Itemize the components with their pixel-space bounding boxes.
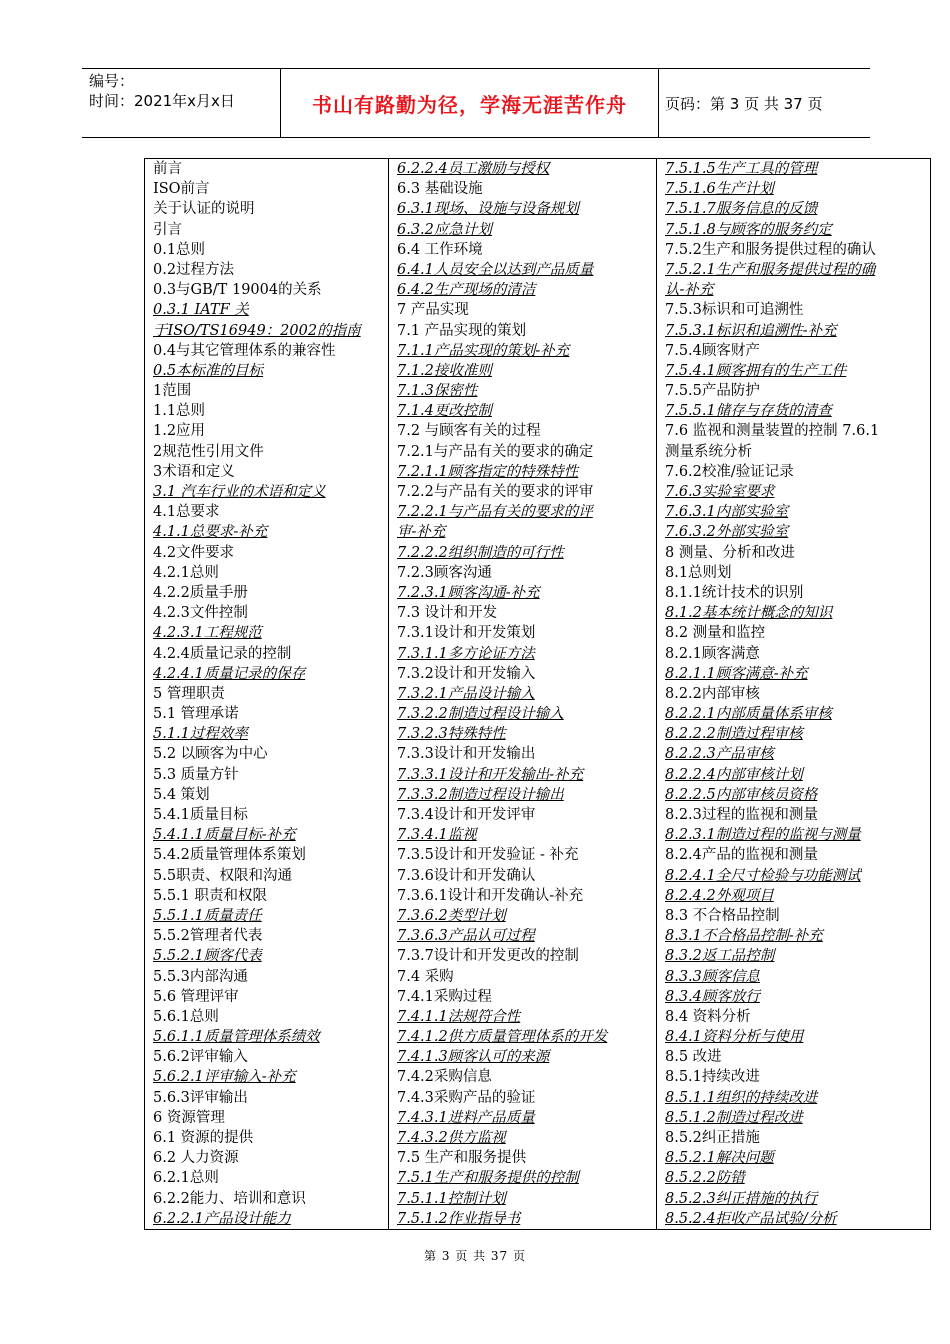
toc-link[interactable]: 8.2.1.1顾客满意-补充 — [665, 665, 808, 682]
toc-entry: 7.1 产品实现的策划 — [397, 322, 527, 339]
toc-link[interactable]: 8.2.2.4内部审核计划 — [665, 766, 803, 783]
toc-entry: 7.5.5产品防护 — [665, 383, 760, 400]
toc-column-1 — [145, 159, 389, 1229]
toc-link[interactable]: 7.4.3.2供方监视 — [397, 1130, 506, 1146]
toc-entry: 5.1 管理承诺 — [153, 706, 239, 723]
toc-entry: 7.3.1设计和开发策划 — [397, 625, 536, 642]
toc-link[interactable]: 6.4.2生产现场的清洁 — [397, 282, 536, 299]
toc-link[interactable]: 6.2.2.1产品设计能力 — [153, 1210, 291, 1227]
toc-link[interactable]: 7.5.3.1标识和追溯性-补充 — [665, 322, 837, 339]
toc-entry: 0.1总则 — [153, 241, 206, 258]
toc-entry: 5.6 管理评审 — [153, 988, 239, 1005]
toc-link[interactable]: 7.6.3.1内部实验室 — [665, 504, 789, 521]
toc-entry: 7.6 监视和测量装置的控制 7.6.1 — [665, 423, 880, 440]
toc-entry: 4.1总要求 — [153, 504, 220, 521]
toc-entry: 7.3 设计和开发 — [397, 605, 498, 622]
toc-entry: 5.2 以顾客为中心 — [153, 746, 268, 763]
toc-entry: 0.2过程方法 — [153, 261, 235, 278]
header-motto: 书山有路勤为径，学海无涯苦作舟 — [281, 69, 659, 137]
toc-entry: 7.4.1采购过程 — [397, 988, 492, 1005]
toc-entry: 关于认证的说明 — [153, 201, 255, 218]
toc-entry: 0.3与GB/T 19004的关系 — [153, 282, 322, 299]
toc-link[interactable]: 7.1.2接收准则 — [397, 362, 492, 379]
toc-link[interactable]: 8.2.4.1全尺寸检验与功能测试 — [665, 867, 861, 884]
toc-entry: 5.5职责、权限和沟通 — [153, 867, 293, 884]
toc-link[interactable]: 7.5.2.1生产和服务提供过程的确 — [665, 261, 876, 278]
toc-entry: 4.2文件要求 — [153, 544, 235, 561]
toc-entry: 8.2.3过程的监视和测量 — [665, 807, 818, 823]
toc-link[interactable]: 8.3.3顾客信息 — [665, 968, 760, 985]
toc-link[interactable]: 7.2.2.1与产品有关的要求的评 — [397, 504, 593, 521]
toc-link[interactable]: 7.6.3实验室要求 — [665, 484, 775, 500]
toc-entry: 0.4与其它管理体系的兼容性 — [153, 342, 336, 359]
header-info-cell — [82, 69, 281, 137]
toc-entry: 8.2.1顾客满意 — [665, 645, 760, 662]
toc-link[interactable]: 7.1.1产品实现的策划-补充 — [397, 342, 570, 359]
toc-entry: 7.3.6设计和开发确认 — [397, 867, 536, 884]
toc-entry: 7.3.4设计和开发评审 — [397, 807, 536, 823]
toc-entry: 1.2应用 — [153, 423, 206, 440]
toc-link[interactable]: 8.3.2返工品控制 — [665, 948, 775, 965]
toc-entry: 8.1.1统计技术的识别 — [665, 584, 804, 601]
toc-entry: 6.2.2能力、培训和意识 — [153, 1190, 306, 1207]
toc-entry: 引言 — [153, 221, 182, 238]
toc-entry: 8.2.2内部审核 — [665, 685, 760, 702]
toc-entry: 5.6.1总则 — [153, 1008, 219, 1025]
toc-entry: 6 资源管理 — [153, 1109, 225, 1126]
toc-entry: 测量系统分析 — [665, 443, 752, 460]
toc-entry: 7.5.4顾客财产 — [665, 342, 760, 359]
toc-link[interactable]: 8.5.2.1解决问题 — [665, 1150, 774, 1167]
toc-link[interactable]: 4.2.3.1工程规范 — [153, 625, 262, 642]
toc-link[interactable]: 6.3.1现场、设施与设备规划 — [397, 201, 579, 218]
toc-entry: 7.3.7设计和开发更改的控制 — [397, 948, 579, 965]
page-header — [82, 68, 870, 138]
toc-link[interactable]: 7.5.1.8与顾客的服务约定 — [665, 221, 832, 238]
toc-entry: 4.2.1总则 — [153, 564, 219, 581]
toc-link[interactable]: 8.2.2.3产品审核 — [665, 746, 774, 763]
toc-link[interactable]: 6.2.2.4员工激励与授权 — [397, 161, 550, 177]
toc-entry: 7.4.3采购产品的验证 — [397, 1089, 536, 1106]
toc-link[interactable]: 7.4.3.1进料产品质量 — [397, 1109, 535, 1126]
toc-entry: 8.1总则划 — [665, 564, 732, 581]
toc-link[interactable]: 8.1.2基本统计概念的知识 — [665, 605, 833, 622]
toc-entry: 8.4 资料分析 — [665, 1008, 751, 1025]
toc-link[interactable]: 7.3.6.2类型计划 — [397, 907, 506, 924]
toc-link[interactable]: 8.3.4顾客放行 — [665, 988, 760, 1005]
toc-link[interactable]: 7.5.1.2作业指导书 — [397, 1210, 521, 1227]
toc-link[interactable]: 7.5.1.7服务信息的反馈 — [665, 201, 818, 218]
toc-entry: ISO前言 — [153, 181, 210, 198]
toc-link[interactable]: 5.5.2.1顾客代表 — [153, 948, 262, 965]
toc-link[interactable]: 8.2.2.1内部质量体系审核 — [665, 706, 832, 723]
toc-entry: 5.3 质量方针 — [153, 766, 239, 783]
toc-entry: 7.3.2设计和开发输入 — [397, 665, 536, 682]
toc-entry: 5.4.2质量管理体系策划 — [153, 847, 306, 864]
toc-entry: 6.1 资源的提供 — [153, 1130, 254, 1146]
toc-entry: 7.5 生产和服务提供 — [397, 1150, 527, 1167]
toc-entry: 1.1总则 — [153, 403, 206, 420]
toc-link[interactable]: 7.3.6.3产品认可过程 — [397, 928, 535, 945]
toc-entry: 7.2 与顾客有关的过程 — [397, 423, 541, 440]
toc-entry: 6.4 工作环境 — [397, 241, 483, 258]
toc-entry: 7.3.3设计和开发输出 — [397, 746, 536, 763]
toc-column-3 — [657, 159, 930, 1229]
toc-link[interactable]: 7.3.4.1监视 — [397, 827, 477, 844]
toc-entry: 8.3 不合格品控制 — [665, 907, 780, 924]
toc-link[interactable]: 8.2.4.2外观项目 — [665, 887, 774, 904]
toc-link[interactable]: 7.5.1.1控制计划 — [397, 1190, 506, 1207]
toc-link[interactable]: 7.3.1.1多方论证方法 — [397, 645, 535, 662]
toc-link[interactable]: 7.1.4更改控制 — [397, 403, 492, 420]
toc-link[interactable]: 7.5.1生产和服务提供的控制 — [397, 1170, 579, 1187]
toc-entry: 5.5.2管理者代表 — [153, 928, 263, 945]
toc-link[interactable]: 7.5.4.1顾客拥有的生产工件 — [665, 362, 847, 379]
toc-link[interactable]: 8.5.1.1组织的持续改进 — [665, 1089, 818, 1106]
toc-link[interactable]: 于ISO/TS16949：2002的指南 — [153, 322, 361, 339]
toc-entry: 7.5.3标识和可追溯性 — [665, 302, 804, 319]
toc-entry: 1范围 — [153, 383, 192, 400]
toc-entry: 4.2.3文件控制 — [153, 605, 248, 622]
toc-link[interactable]: 审-补充 — [397, 524, 446, 541]
toc-link[interactable]: 8.2.2.2制造过程审核 — [665, 726, 803, 743]
toc-entry: 6.3 基础设施 — [397, 181, 483, 198]
toc-entry: 5.4.1质量目标 — [153, 807, 248, 823]
toc-entry: 5.5.3内部沟通 — [153, 968, 248, 985]
toc-entry: 7.4 采购 — [397, 968, 454, 985]
toc-column-2 — [389, 159, 657, 1229]
toc-entry: 7.5.2生产和服务提供过程的确认 — [665, 241, 876, 258]
toc-entry: 3术语和定义 — [153, 463, 235, 480]
toc-link[interactable]: 6.3.2应急计划 — [397, 221, 492, 238]
toc-link[interactable]: 5.4.1.1质量目标-补充 — [153, 827, 296, 844]
toc-link[interactable]: 7.5.1.5生产工具的管理 — [665, 161, 818, 177]
toc-link[interactable]: 8.5.2.4拒收产品试验/分析 — [665, 1210, 837, 1227]
toc-entry: 6.2 人力资源 — [153, 1150, 239, 1167]
toc-entry: 6.2.1总则 — [153, 1170, 219, 1187]
toc-entry: 2规范性引用文件 — [153, 443, 264, 460]
document-number-label: 编号： — [89, 72, 135, 90]
toc-link[interactable]: 4.2.4.1质量记录的保存 — [153, 665, 306, 682]
toc-entry: 5.5.1 职责和权限 — [153, 887, 268, 904]
toc-link[interactable]: 7.2.1.1顾客指定的特殊特性 — [397, 463, 579, 480]
toc-link[interactable]: 3.1 汽车行业的术语和定义 — [153, 484, 326, 500]
toc-link[interactable]: 8.2.2.5内部审核员资格 — [665, 786, 818, 803]
toc-link[interactable]: 8.5.2.2防错 — [665, 1170, 745, 1187]
toc-entry: 7.6.2校准/验证记录 — [665, 463, 794, 480]
toc-entry: 8.2.4产品的监视和测量 — [665, 847, 818, 864]
toc-entry: 7 产品实现 — [397, 302, 469, 319]
toc-link[interactable]: 0.5本标准的目标 — [153, 362, 264, 379]
toc-entry: 7.2.1与产品有关的要求的确定 — [397, 443, 594, 460]
toc-entry: 7.3.5设计和开发验证 - 补充 — [397, 847, 579, 864]
toc-link[interactable]: 8.2.3.1制造过程的监视与测量 — [665, 827, 861, 844]
toc-entry: 5 管理职责 — [153, 685, 225, 702]
toc-entry: 5.4 策划 — [153, 786, 210, 803]
toc-link[interactable]: 8.3.1不合格品控制-补充 — [665, 928, 823, 945]
toc-link[interactable]: 8.5.2.3纠正措施的执行 — [665, 1190, 818, 1207]
toc-link[interactable]: 8.4.1资料分析与使用 — [665, 1029, 804, 1046]
toc-link[interactable]: 7.6.3.2外部实验室 — [665, 524, 789, 541]
toc-link[interactable]: 7.5.5.1储存与存货的清查 — [665, 403, 832, 420]
toc-entry: 7.2.2与产品有关的要求的评审 — [397, 484, 594, 500]
table-of-contents — [144, 158, 931, 1230]
toc-entry: 8.2 测量和监控 — [665, 625, 766, 642]
toc-link[interactable]: 5.6.1.1质量管理体系绩效 — [153, 1029, 320, 1046]
toc-entry: 5.6.2评审输入 — [153, 1049, 248, 1066]
document-date-label: 时间：2021年x月x日 — [89, 92, 235, 110]
toc-entry: 8.5.1持续改进 — [665, 1069, 760, 1086]
toc-link[interactable]: 6.4.1人员安全以达到产品质量 — [397, 261, 594, 278]
toc-entry: 8.5.2纠正措施 — [665, 1130, 760, 1146]
toc-link[interactable]: 7.3.2.3特殊特性 — [397, 726, 506, 743]
toc-link[interactable]: 5.5.1.1质量责任 — [153, 907, 262, 924]
toc-link[interactable]: 7.4.1.2供方质量管理体系的开发 — [397, 1029, 608, 1046]
toc-link[interactable]: 7.2.3.1顾客沟通-补充 — [397, 584, 540, 601]
toc-link[interactable]: 7.3.3.2制造过程设计输出 — [397, 786, 564, 803]
toc-entry: 8 测量、分析和改进 — [665, 544, 795, 561]
toc-link[interactable]: 认-补充 — [665, 282, 714, 299]
toc-link[interactable]: 7.2.2.2组织制造的可行性 — [397, 544, 564, 561]
header-page-number: 页码：第 3 页 共 37 页 — [665, 94, 823, 113]
toc-link[interactable]: 8.5.1.2制造过程改进 — [665, 1109, 803, 1126]
toc-entry: 7.2.3顾客沟通 — [397, 564, 492, 581]
toc-link[interactable]: 7.5.1.6生产计划 — [665, 181, 774, 198]
toc-link[interactable]: 7.1.3保密性 — [397, 383, 478, 400]
page-footer: 第 3 页 共 37 页 — [424, 1249, 526, 1263]
toc-link[interactable]: 0.3.1 IATF 关 — [153, 302, 249, 319]
toc-entry: 7.4.2采购信息 — [397, 1069, 492, 1086]
toc-entry: 4.2.4质量记录的控制 — [153, 645, 292, 662]
toc-entry: 7.3.6.1设计和开发确认-补充 — [397, 887, 584, 904]
toc-link[interactable]: 7.3.2.1产品设计输入 — [397, 685, 535, 702]
toc-link[interactable]: 7.4.1.3顾客认可的来源 — [397, 1049, 550, 1066]
toc-entry: 4.2.2质量手册 — [153, 584, 248, 601]
toc-link[interactable]: 7.3.2.2制造过程设计输入 — [397, 706, 564, 723]
toc-link[interactable]: 5.6.2.1评审输入-补充 — [153, 1069, 296, 1086]
toc-link[interactable]: 4.1.1总要求-补充 — [153, 524, 268, 541]
toc-link[interactable]: 7.4.1.1法规符合性 — [397, 1008, 521, 1025]
toc-entry: 5.6.3评审输出 — [153, 1089, 248, 1106]
toc-link[interactable]: 5.1.1过程效率 — [153, 726, 248, 743]
toc-entry: 前言 — [153, 161, 182, 177]
toc-link[interactable]: 7.3.3.1设计和开发输出-补充 — [397, 766, 584, 783]
toc-entry: 8.5 改进 — [665, 1049, 722, 1066]
